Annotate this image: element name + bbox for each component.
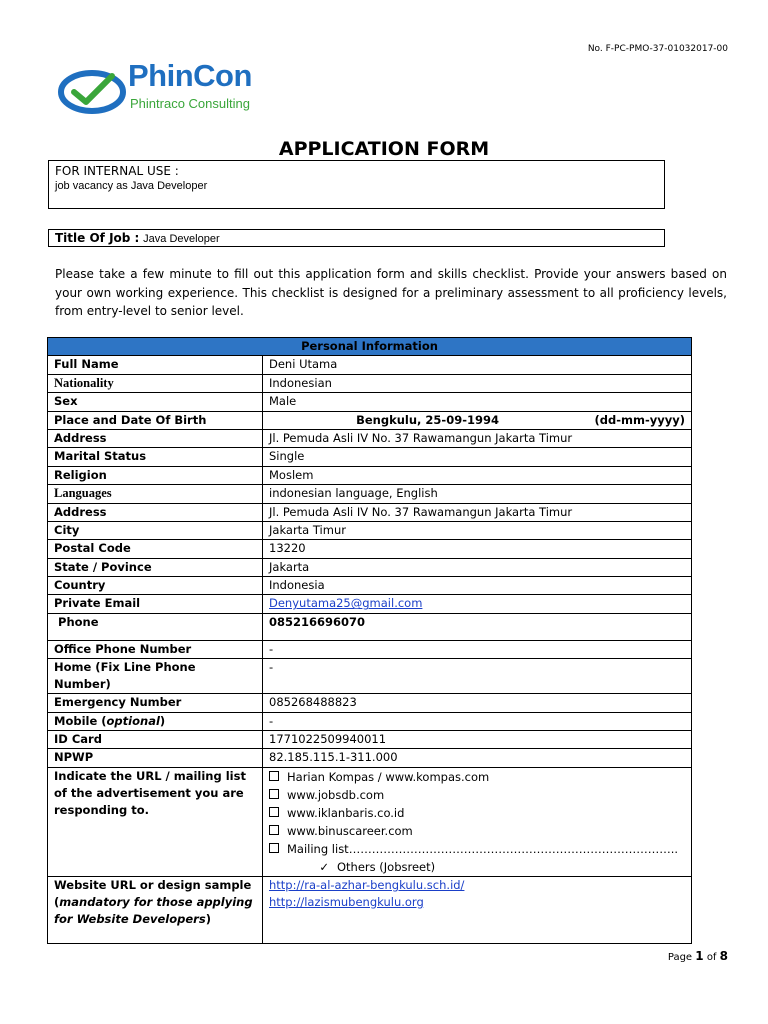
phone-label-text: Phone [58,614,99,629]
id-card-label: ID Card [48,731,263,749]
npwp-field[interactable]: 82.185.115.1-311.000 [263,749,692,767]
website-label-line1: Website URL or design sample [54,877,252,892]
mobile-label-suffix: ) [159,713,166,728]
email-label: Private Email [48,595,263,613]
city-label: City [48,521,263,539]
birth-label: Place and Date Of Birth [48,411,263,429]
ad-source-option-label: www.iklanbaris.co.id [287,805,405,820]
address-label: Address [48,429,263,447]
mobile-label [48,712,263,730]
birth-date-format: (dd-mm-yyyy) [594,412,685,427]
table-row [48,577,692,595]
mobile-label-optional: optional [106,713,160,728]
marital-status-field[interactable]: Single [263,448,692,466]
website-link[interactable]: http://lazismubengkulu.org [269,894,424,909]
table-row [48,595,692,613]
page-prefix: Page [667,952,693,963]
ad-source-option[interactable] [269,768,685,786]
ad-source-option[interactable] [269,822,685,840]
emergency-number-field[interactable]: 085268488823 [263,694,692,712]
table-row [48,503,692,521]
phone-label [48,613,263,640]
page-number [668,949,728,963]
ad-source-option-checked[interactable] [269,858,685,876]
personal-info-header: Personal Information [48,338,692,356]
full-name-field[interactable]: Deni Utama [263,356,692,374]
page-current: 1 [695,949,704,963]
ad-source-option-label: www.jobsdb.com [287,787,385,802]
internal-use-value[interactable]: job vacancy as Java Developer [55,180,208,192]
table-row [48,613,692,640]
table-row [48,731,692,749]
form-title: APPLICATION FORM [278,138,490,160]
birth-value: Bengkulu, 25-09-1994 [356,412,499,427]
phone-field[interactable]: 085216696070 [263,613,692,640]
page-total: 8 [719,949,728,963]
languages-label: Languages [48,485,263,503]
website-label [48,876,263,943]
birth-field[interactable] [263,411,692,429]
postal-code-label: Postal Code [48,540,263,558]
checkmark-icon[interactable]: ✓ [319,859,329,874]
table-row [48,767,692,876]
logo-swoosh-icon [58,64,130,116]
ad-source-option[interactable] [269,786,685,804]
checkbox-icon[interactable] [269,825,279,835]
country-label: Country [48,577,263,595]
table-row [48,429,692,447]
page-of: of [706,952,717,963]
logo-tagline: Phintraco Consulting [130,96,250,111]
website-label-italic: mandatory for those applying for Website Developers [54,894,253,926]
document-number: No. F-PC-PMO-37-01032017-00 [587,44,728,54]
ad-source-label: Indicate the URL / mailing list of the advertisement you are responding to. [48,767,263,876]
nationality-field[interactable]: Indonesian [263,374,692,392]
table-row [48,540,692,558]
mobile-label-prefix: Mobile ( [54,713,107,728]
website-label-close: ) [205,911,211,926]
table-row [48,485,692,503]
postal-code-field[interactable]: 13220 [263,540,692,558]
religion-label: Religion [48,466,263,484]
ad-source-option-label: Mailing list………………………………………………………………………….. [287,841,678,856]
email-link[interactable]: Denyutama25@gmail.com [269,596,423,611]
ad-source-options [263,767,692,876]
personal-info-table [47,337,692,944]
title-of-job-label: Title Of Job : [55,231,140,245]
intro-paragraph: Please take a few minute to fill out this application form and skills checklist. Provide your answers based on your own working experience. This checklist is designed for a preliminary assessment to all proficiency levels, from entry-level to senior level. [55,267,727,318]
id-card-field[interactable]: 1771022509940011 [263,731,692,749]
table-row [48,640,692,658]
website-link[interactable]: http://ra-al-azhar-bengkulu.sch.id/ [269,877,465,892]
country-field[interactable]: Indonesia [263,577,692,595]
table-row [48,558,692,576]
checkbox-icon[interactable] [269,789,279,799]
title-of-job-value[interactable]: Java Developer [143,233,220,245]
website-label-open: ( [54,894,60,909]
logo-name: PhinCon [128,58,252,93]
state-label: State / Povince [48,558,263,576]
religion-field[interactable]: Moslem [263,466,692,484]
sex-label: Sex [48,393,263,411]
table-row [48,356,692,374]
state-field[interactable]: Jakarta [263,558,692,576]
table-row [48,393,692,411]
city-field[interactable]: Jakarta Timur [263,521,692,539]
table-row [48,876,692,943]
address-field-2[interactable]: Jl. Pemuda Asli IV No. 37 Rawamangun Jakarta Timur [263,503,692,521]
ad-source-option-label: www.binuscareer.com [287,823,413,838]
languages-field[interactable]: indonesian language, English [263,485,692,503]
checkbox-icon[interactable] [269,843,279,853]
table-row [48,521,692,539]
npwp-label: NPWP [48,749,263,767]
internal-use-label: FOR INTERNAL USE : [55,164,179,178]
nationality-label: Nationality [48,374,263,392]
ad-source-option[interactable] [269,804,685,822]
full-name-label: Full Name [48,356,263,374]
table-row [48,694,692,712]
table-row [48,374,692,392]
emergency-number-label: Emergency Number [48,694,263,712]
table-row [48,659,692,694]
table-row [48,411,692,429]
ad-source-option-label: Harian Kompas / www.kompas.com [287,769,490,784]
ad-source-option[interactable] [269,840,685,858]
table-row [48,448,692,466]
mobile-field[interactable]: - [263,712,692,730]
company-logo [58,58,258,118]
address-field[interactable]: Jl. Pemuda Asli IV No. 37 Rawamangun Jakarta Timur [263,429,692,447]
table-row [48,466,692,484]
home-phone-field[interactable]: - [263,659,692,694]
table-row [48,749,692,767]
title-of-job-box [48,229,665,247]
website-field [263,876,692,943]
office-phone-field[interactable]: - [263,640,692,658]
email-field [263,595,692,613]
ad-source-checked-label: Others (Jobsreet) [337,859,436,874]
home-phone-label: Home (Fix Line Phone Number) [48,659,263,694]
table-row [48,712,692,730]
internal-use-box [48,160,665,209]
checkbox-icon[interactable] [269,771,279,781]
sex-field[interactable]: Male [263,393,692,411]
address-label-2: Address [48,503,263,521]
marital-status-label: Marital Status [48,448,263,466]
checkbox-icon[interactable] [269,807,279,817]
office-phone-label: Office Phone Number [48,640,263,658]
